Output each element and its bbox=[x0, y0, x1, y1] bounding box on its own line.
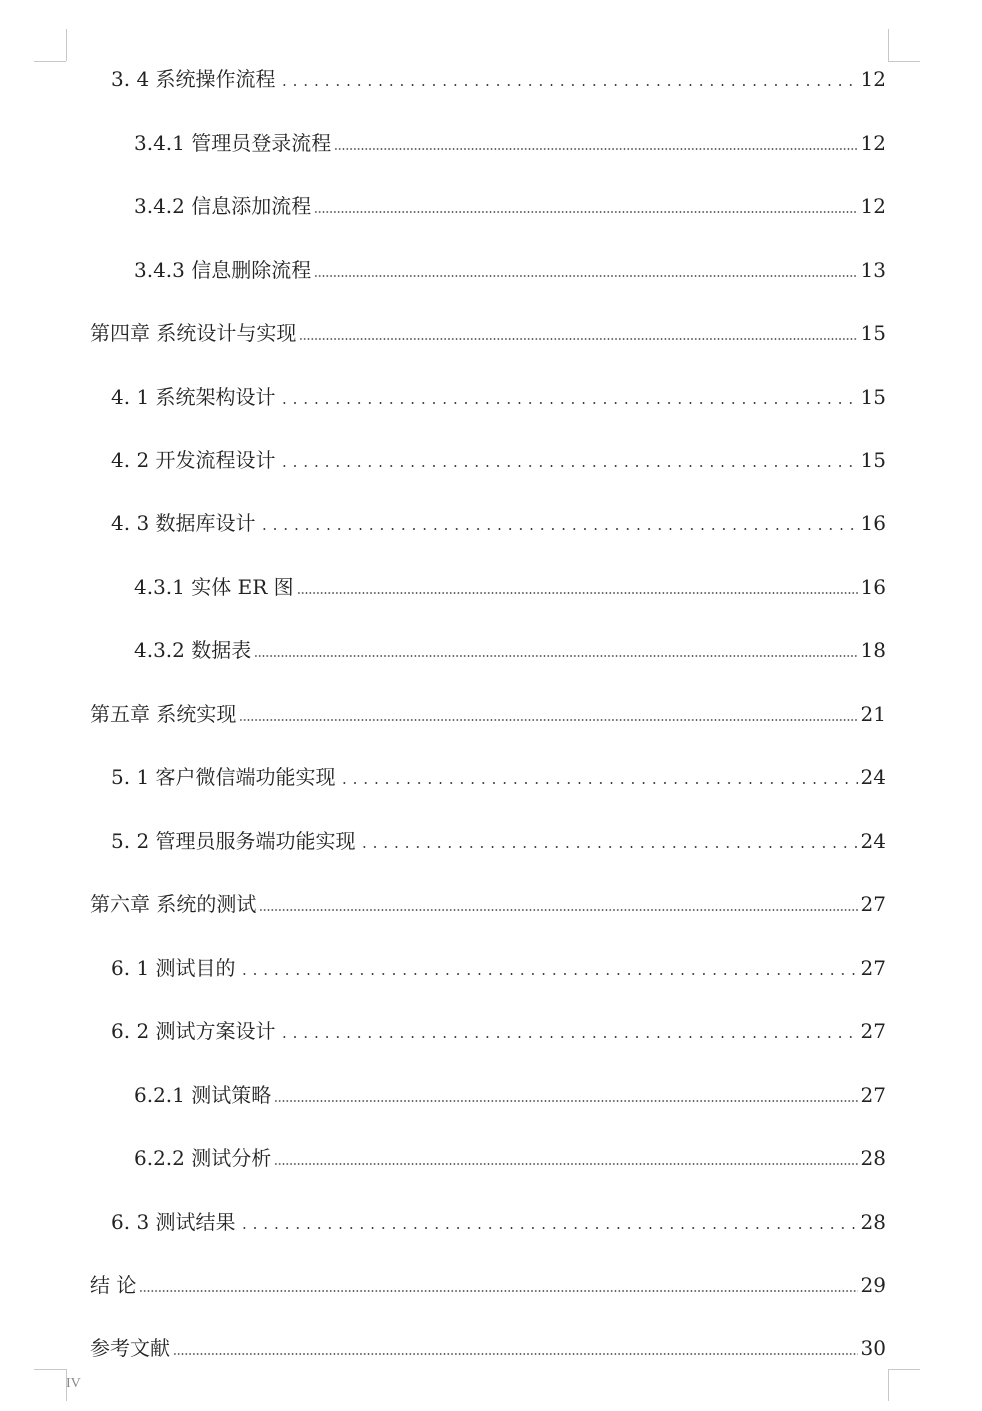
toc-entry-title: 6. 1 测试目的 bbox=[111, 956, 236, 980]
toc-entry-title: 3. 4 系统操作流程 bbox=[111, 67, 276, 91]
dot-leader bbox=[279, 445, 858, 475]
toc-entry[interactable] bbox=[134, 128, 886, 158]
toc-entry-page-number: 12 bbox=[860, 67, 886, 91]
dot-leader bbox=[279, 1016, 858, 1046]
toc-entry-page-number: 12 bbox=[860, 131, 886, 155]
toc-entry[interactable] bbox=[134, 572, 886, 602]
toc-entry-title: 4.3.2 数据表 bbox=[134, 638, 252, 662]
toc-entry-page-number: 24 bbox=[860, 829, 886, 853]
dot-leader bbox=[314, 191, 857, 221]
toc-entry-title: 4.3.1 实体 ER 图 bbox=[134, 575, 294, 599]
toc-entry-page-number: 27 bbox=[860, 956, 886, 980]
toc-entry-page-number: 28 bbox=[860, 1210, 886, 1234]
toc-entry[interactable] bbox=[90, 699, 886, 729]
toc-entry-title: 6. 3 测试结果 bbox=[111, 1210, 236, 1234]
toc-entry-page-number: 18 bbox=[860, 638, 886, 662]
toc-entry-title: 4. 3 数据库设计 bbox=[111, 511, 256, 535]
dot-leader bbox=[259, 508, 858, 538]
dot-leader bbox=[173, 1333, 858, 1363]
toc-entry-title: 3.4.2 信息添加流程 bbox=[134, 194, 312, 218]
toc-entry-page-number: 16 bbox=[860, 511, 886, 535]
toc-entry-page-number: 24 bbox=[860, 765, 886, 789]
dot-leader bbox=[259, 889, 857, 919]
toc-entry-page-number: 15 bbox=[860, 448, 886, 472]
toc-entry-title: 第四章 系统设计与实现 bbox=[90, 321, 297, 345]
toc-entry[interactable] bbox=[90, 318, 886, 348]
dot-leader bbox=[299, 318, 857, 348]
toc-entry-title: 6.2.1 测试策略 bbox=[134, 1083, 272, 1107]
toc-entry-title: 4. 1 系统架构设计 bbox=[111, 385, 276, 409]
toc-entry-title: 5. 1 客户微信端功能实现 bbox=[111, 765, 336, 789]
dot-leader bbox=[334, 128, 857, 158]
toc-entry-page-number: 27 bbox=[860, 1019, 886, 1043]
toc-entry[interactable] bbox=[111, 1016, 886, 1046]
dot-leader bbox=[274, 1143, 857, 1173]
dot-leader bbox=[359, 826, 858, 856]
toc-entry-title: 第六章 系统的测试 bbox=[90, 892, 257, 916]
toc-entry[interactable] bbox=[134, 1080, 886, 1110]
dot-leader bbox=[274, 1080, 857, 1110]
dot-leader bbox=[254, 635, 857, 665]
dot-leader bbox=[314, 255, 857, 285]
dot-leader bbox=[239, 953, 858, 983]
toc-entry-title: 3.4.3 信息删除流程 bbox=[134, 258, 312, 282]
toc-entry[interactable] bbox=[134, 635, 886, 665]
toc-entry-page-number: 27 bbox=[860, 892, 886, 916]
dot-leader bbox=[279, 64, 858, 94]
toc-entry-title: 3.4.1 管理员登录流程 bbox=[134, 131, 332, 155]
toc-entry-title: 结 论 bbox=[90, 1273, 137, 1297]
toc-entry[interactable] bbox=[111, 762, 886, 792]
toc-entry-page-number: 28 bbox=[860, 1146, 886, 1170]
toc-entry[interactable] bbox=[111, 508, 886, 538]
toc-entry-title: 6.2.2 测试分析 bbox=[134, 1146, 272, 1170]
toc-entry[interactable] bbox=[111, 1207, 886, 1237]
toc-entry-page-number: 30 bbox=[860, 1336, 886, 1360]
dot-leader bbox=[139, 1270, 857, 1300]
dot-leader bbox=[239, 1207, 858, 1237]
toc-entry[interactable] bbox=[111, 826, 886, 856]
toc-entry[interactable] bbox=[134, 191, 886, 221]
toc-entry-page-number: 29 bbox=[860, 1273, 886, 1297]
toc-entry[interactable] bbox=[90, 1333, 886, 1363]
toc-entry-page-number: 12 bbox=[860, 194, 886, 218]
toc-entry-page-number: 27 bbox=[860, 1083, 886, 1107]
toc-entry[interactable] bbox=[111, 382, 886, 412]
toc-entry-page-number: 15 bbox=[860, 385, 886, 409]
dot-leader bbox=[339, 762, 858, 792]
dot-leader bbox=[279, 382, 858, 412]
toc-entry-page-number: 16 bbox=[860, 575, 886, 599]
toc-entry-page-number: 13 bbox=[860, 258, 886, 282]
dot-leader bbox=[297, 572, 858, 602]
footer-page-number: IV bbox=[66, 1376, 81, 1391]
toc-entry[interactable] bbox=[90, 889, 886, 919]
toc-entry[interactable] bbox=[134, 255, 886, 285]
toc-entry-page-number: 15 bbox=[860, 321, 886, 345]
toc-entry-title: 5. 2 管理员服务端功能实现 bbox=[111, 829, 356, 853]
toc-entry-title: 第五章 系统实现 bbox=[90, 702, 237, 726]
dot-leader bbox=[239, 699, 857, 729]
toc-entry[interactable] bbox=[111, 445, 886, 475]
toc-entry[interactable] bbox=[111, 64, 886, 94]
toc-entry-title: 6. 2 测试方案设计 bbox=[111, 1019, 276, 1043]
toc-entry-title: 4. 2 开发流程设计 bbox=[111, 448, 276, 472]
toc-entry[interactable] bbox=[111, 953, 886, 983]
toc-entry[interactable] bbox=[134, 1143, 886, 1173]
toc-entry-page-number: 21 bbox=[860, 702, 886, 726]
toc-entry-title: 参考文献 bbox=[90, 1336, 170, 1360]
toc-entry[interactable] bbox=[90, 1270, 886, 1300]
